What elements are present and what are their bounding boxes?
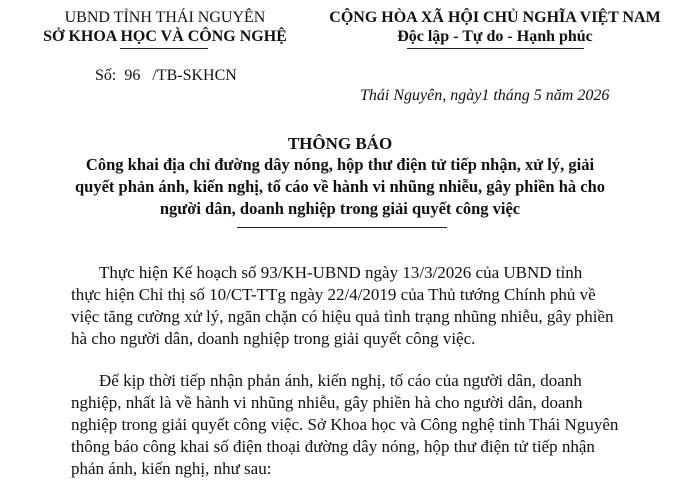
agency-parent: UBND TỈNH THÁI NGUYÊN (64, 9, 266, 26)
document-subtitle (0, 154, 680, 220)
paragraph-line: thông báo công khai số điện thoại đường dây nóng, hộp thư điện tử tiếp nhận (71, 437, 595, 456)
paragraph-line: nghiệp, nhất là về hành vi nhũng nhiễu, gây phiền hà cho người dân, doanh (71, 393, 583, 412)
document-title: THÔNG BÁO (287, 134, 393, 153)
agency-underline (120, 48, 208, 49)
subtitle-underline (237, 227, 447, 228)
national-motto: Độc lập - Tự do - Hạnh phúc (397, 28, 593, 45)
paragraph-line: hà cho người dân, doanh nghiệp trong giải quyết công việc. (71, 329, 476, 348)
national-title: CỘNG HÒA XÃ HỘI CHỦ NGHĨA VIỆT NAM (329, 9, 661, 26)
paragraph-line: Thực hiện Kế hoạch số 93/KH-UBND ngày 13/3/2026 của UBND tỉnh (99, 263, 583, 282)
paragraph-line: việc tăng cường xử lý, ngăn chặn có hiệu quả tình trạng nhũng nhiễu, gây phiền (71, 307, 614, 326)
subtitle-line: Công khai địa chỉ đường dây nóng, hộp thư điện tử tiếp nhận, xử lý, giải (85, 155, 595, 174)
paragraph-line: Để kịp thời tiếp nhận phản ánh, kiến nghị, tố cáo của người dân, doanh (99, 371, 582, 390)
paragraph-line: nghiệp trong giải quyết công việc. Sở Khoa học và Công nghệ tỉnh Thái Nguyên (71, 415, 619, 434)
paragraph-2 (71, 370, 665, 480)
place-and-date: Thái Nguyên, ngày1 tháng 5 năm 2026 (360, 87, 610, 104)
subtitle-line: quyết phản ánh, kiến nghị, tố cáo về hành vi nhũng nhiễu, gây phiền hà cho (74, 177, 605, 196)
motto-underline (407, 48, 584, 49)
agency-name: SỞ KHOA HỌC VÀ CÔNG NGHỆ (43, 28, 287, 45)
subtitle-line: người dân, doanh nghiệp trong giải quyết công việc (159, 199, 521, 218)
document-number: Số: 96 /TB-SKHCN (95, 67, 237, 84)
paragraph-line: thực hiện Chỉ thị số 10/CT-TTg ngày 22/4/2019 của Thủ tướng Chính phủ về (71, 285, 596, 304)
paragraph-1 (71, 262, 665, 350)
paragraph-line: phản ánh, kiến nghị, như sau: (71, 459, 272, 478)
